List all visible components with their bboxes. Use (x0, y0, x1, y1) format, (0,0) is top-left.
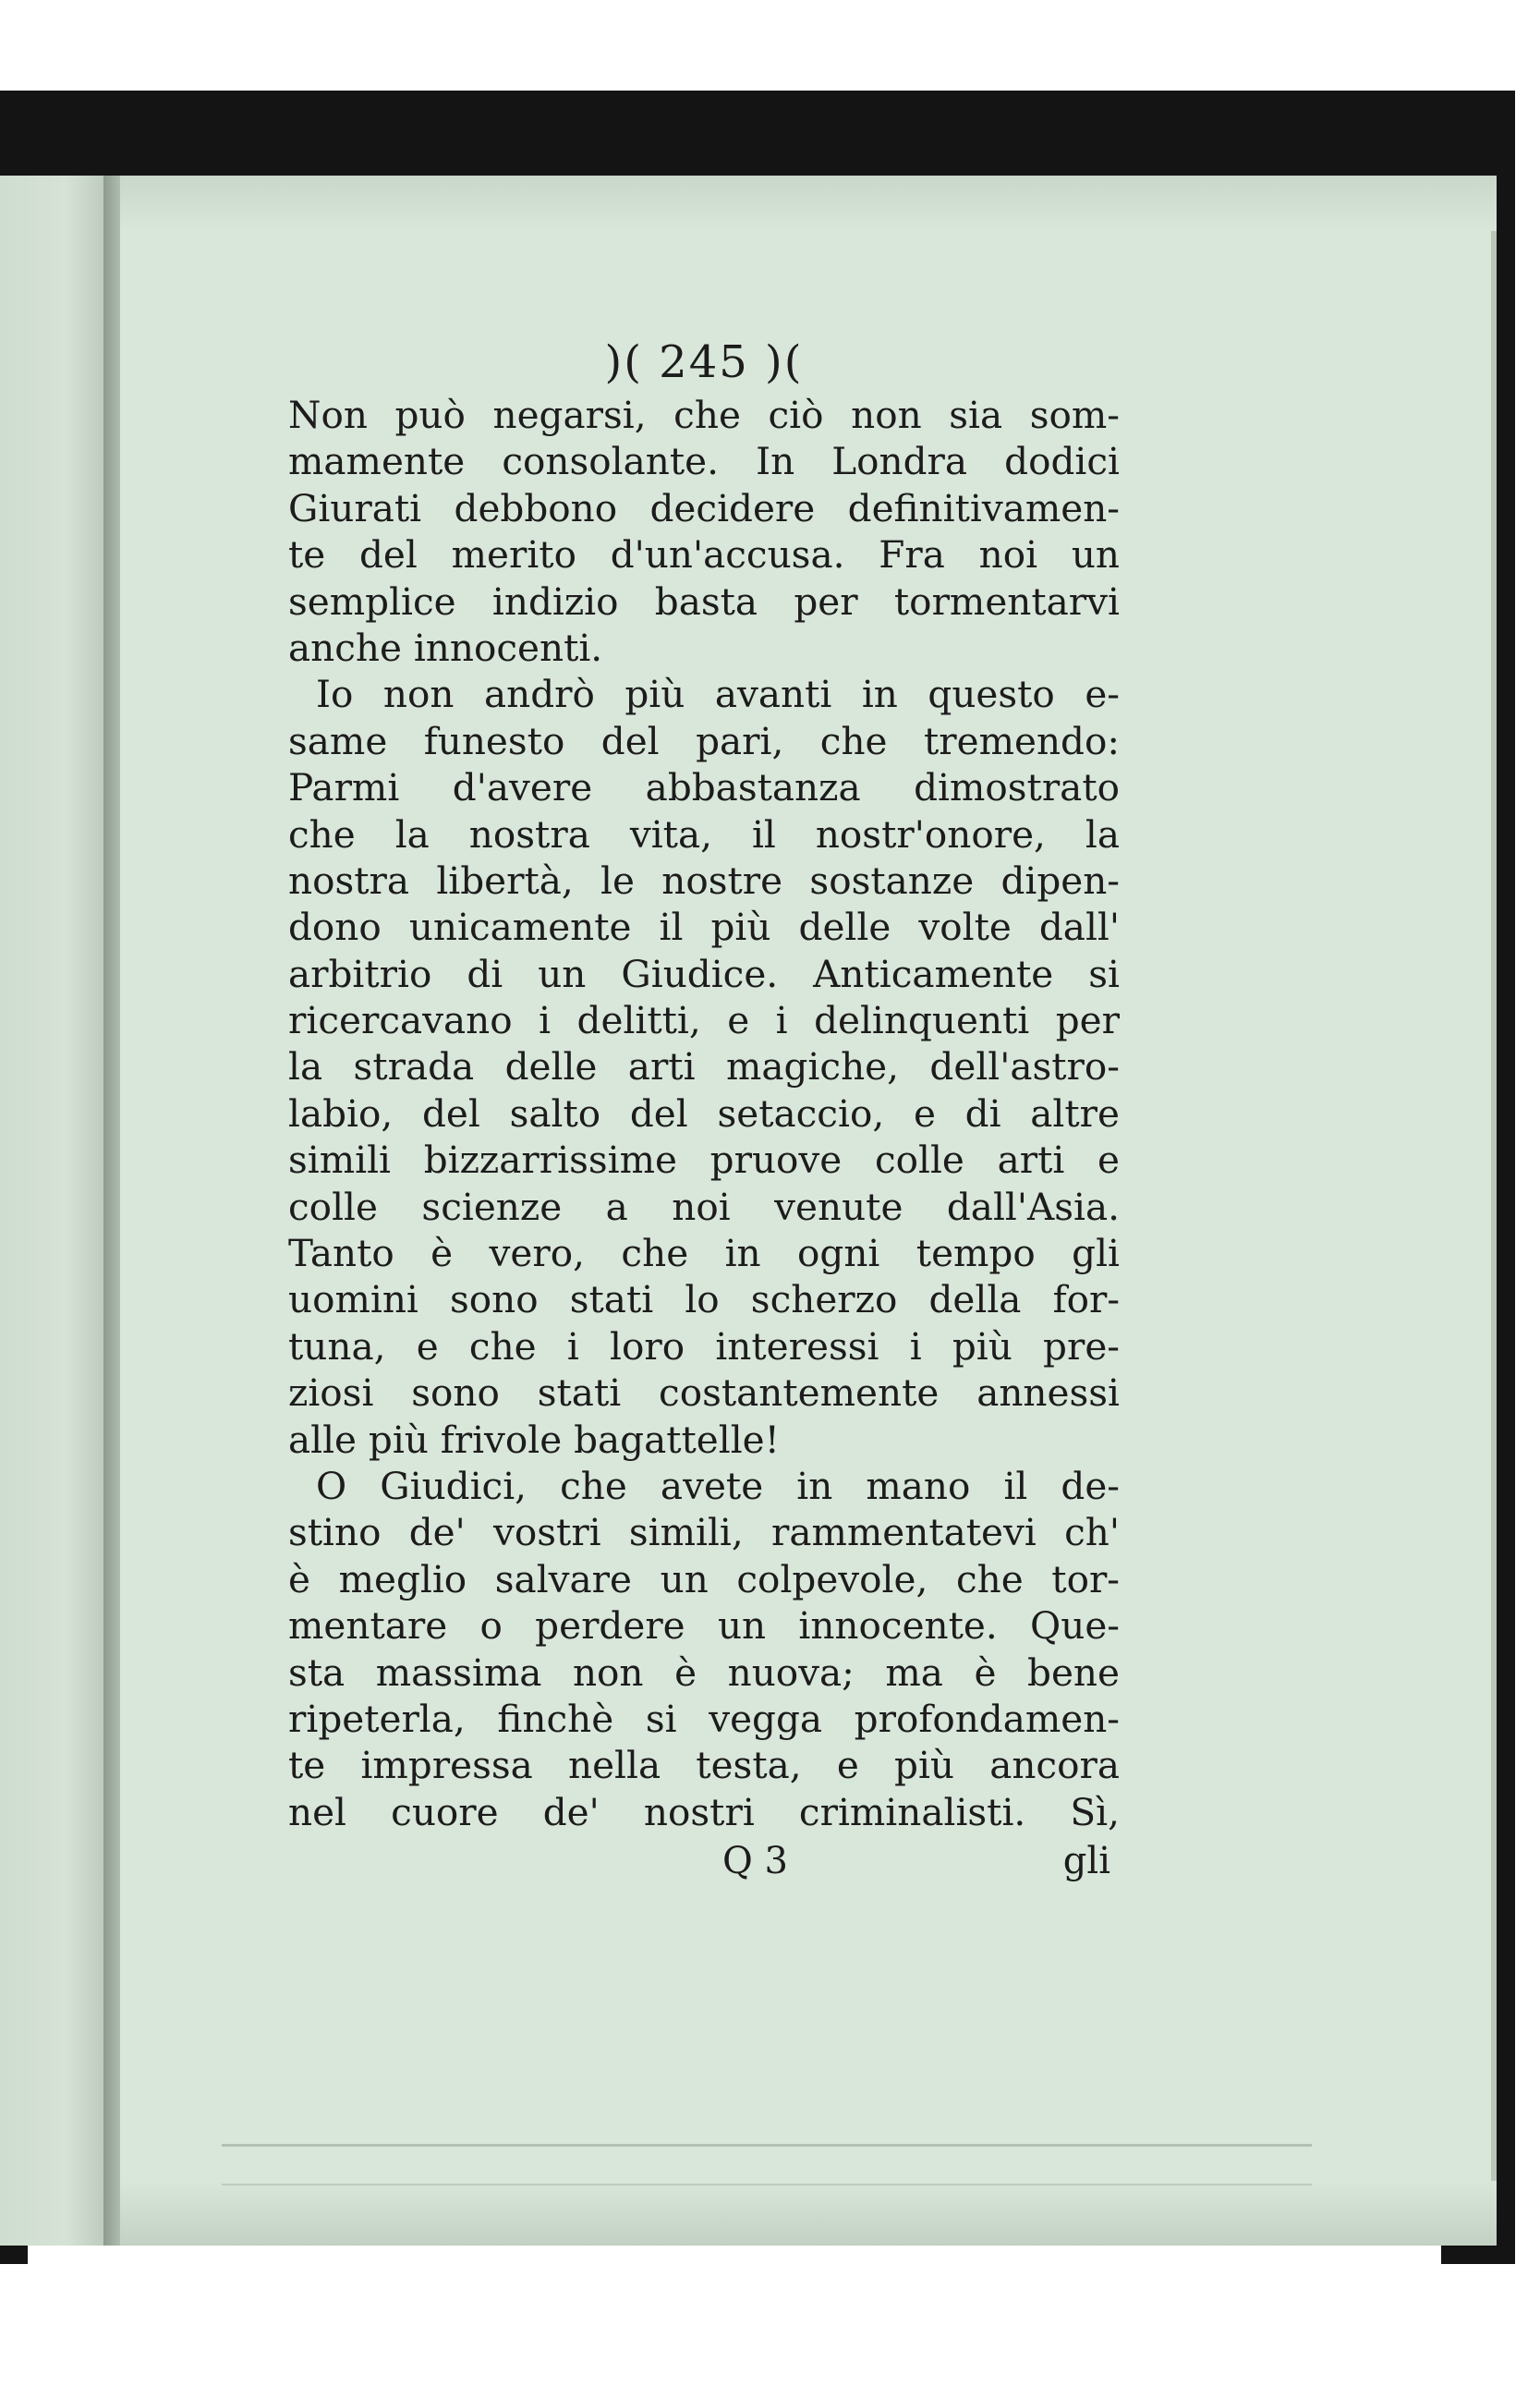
text-line: O Giudici, che avete in mano il de- (316, 1463, 1120, 1508)
text-line: colle scienze a noi venute dall'Asia. (288, 1184, 1120, 1229)
text-line: labio, del salto del setaccio, e di altre (288, 1090, 1120, 1136)
text-line: nel cuore de' nostri criminalisti. Sì, (288, 1789, 1120, 1834)
text-line: Io non andrò più avanti in questo e- (316, 672, 1120, 717)
binding-thread (222, 2144, 1312, 2185)
text-line: nostra libertà, le nostre sostanze dipen- (288, 858, 1120, 903)
text-line: è meglio salvare un colpevole, che tor- (288, 1556, 1120, 1601)
text-line: Non può negarsi, che ciò non sia som- (288, 393, 1120, 437)
text-line: che la nostra vita, il nostr'onore, la (288, 811, 1120, 857)
text-line: sta massima non è nuova; ma è bene (288, 1650, 1120, 1695)
text-line: alle più frivole bagattelle! (288, 1417, 780, 1462)
text-line: arbitrio di un Giudice. Anticamente si (288, 951, 1120, 996)
text-line: mentare o perdere un innocente. Que- (288, 1603, 1120, 1649)
text-line: mamente consolante. In Londra dodici (288, 439, 1120, 484)
text-line: ripeterla, finchè si vegga profondamen- (288, 1696, 1120, 1741)
text-line: ricercavano i delitti, e i delinquenti per (288, 998, 1120, 1043)
signature-mark: Q 3 (722, 1840, 788, 1883)
text-line: Tanto è vero, che in ogni tempo gli (288, 1231, 1120, 1276)
text-line: Giurati debbono decidere definitivamen- (288, 485, 1120, 530)
text-line: Parmi d'avere abbastanza dimostrato (288, 765, 1120, 810)
text-line: simili bizzarrissime pruove colle arti e (288, 1138, 1120, 1183)
text-line: te impressa nella testa, e più ancora (288, 1743, 1120, 1788)
text-line: la strada delle arti magiche, dell'astro- (288, 1044, 1120, 1090)
text-line: ziosi sono stati costantemente annessi (288, 1370, 1120, 1416)
text-line: uomini sono stati lo scherzo della for- (288, 1277, 1120, 1322)
page-header: )( 245 )( (604, 336, 804, 388)
text-line: stino de' vostri simili, rammentatevi ch' (288, 1510, 1120, 1555)
text-line: tuna, e che i loro interessi i più pre- (288, 1323, 1120, 1369)
page-footer (288, 1835, 1120, 1887)
text-line: dono unicamente il più delle volte dall' (288, 905, 1120, 950)
page-bottom-edge (120, 2181, 1497, 2246)
catchword: gli (1062, 1840, 1110, 1883)
page-text-block (288, 333, 1120, 1887)
text-line: te del merito d'un'accusa. Fra noi un (288, 532, 1120, 578)
text-line: same funesto del pari, che tremendo: (288, 718, 1120, 763)
text-line: anche innocenti. (288, 625, 603, 670)
page-top-edge (120, 176, 1497, 231)
text-line: semplice indizio basta per tormentarvi (288, 578, 1120, 624)
scan-margin (28, 2246, 1441, 2386)
facing-page-edge (0, 176, 111, 2246)
